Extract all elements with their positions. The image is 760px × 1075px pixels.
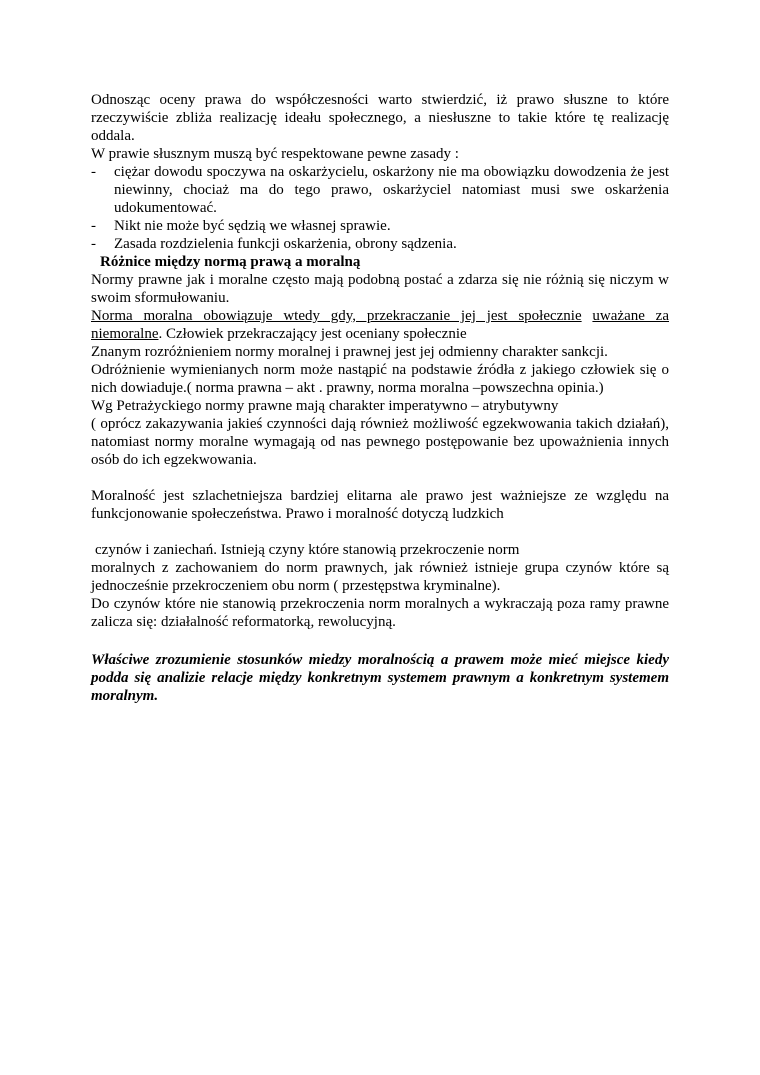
conclusion-paragraph: Właściwe zrozumienie stosunków miedzy moralnością a prawem może mieć miejsce kiedy podda się analizie relacje między konkretnym systemem prawnym a konkretnym systemem moralnym.: [91, 652, 669, 704]
principle-text: ciężar dowodu spoczywa na oskarżycielu, oskarżony nie ma obowiązku dowodzenia że jest niewinny, chociaż ma do tego prawo, oskarżyciel natomiast musi swe oskarżenia udokumentować.: [114, 164, 669, 216]
principle-item: [91, 163, 669, 217]
principle-text: Zasada rozdzielenia funkcji oskarżenia, obrony sądzenia.: [114, 236, 457, 252]
spacer: [91, 631, 669, 651]
bullet-marker: -: [91, 218, 96, 234]
paragraph: ( oprócz zakazywania jakieś czynności dają również możliwość egzekwowania takich działań), natomiast normy moralne wymagają od nas pewnego postępowanie bez upoważnienia innych osób do ich egzekwowania.: [91, 416, 669, 468]
paragraph: Wg Petrażyckiego normy prawne mają charakter imperatywno – atrybutywny: [91, 398, 559, 414]
spacer: [91, 523, 669, 541]
paragraph: czynów i zaniechań. Istnieją czyny które stanowią przekroczenie norm: [95, 542, 520, 558]
paragraph: Moralność jest szlachetniejsza bardziej elitarna ale prawo jest ważniejsze ze względu na funkcjonowanie społeczeństwa. Prawo i moralność dotyczą ludzkich: [91, 488, 669, 522]
principle-item: [91, 217, 669, 235]
principle-text: Nikt nie może być sędzią we własnej sprawie.: [114, 218, 391, 234]
underlined-text: uważane za niemoralne: [91, 308, 669, 342]
document-body: [91, 91, 669, 705]
bullet-marker: -: [91, 164, 96, 180]
paragraph: moralnych z zachowaniem do norm prawnych, jak również istnieje grupa czynów które są jednocześnie przekroczeniem obu norm ( przestępstwa kryminalne).: [91, 560, 669, 594]
paragraph: Znanym rozróżnieniem normy moralnej i prawnej jest jej odmienny charakter sankcji.: [91, 344, 608, 360]
paragraph: Odróżnienie wymienianych norm może nastąpić na podstawie źródła z jakiego człowiek się o nich dowiaduje.( norma prawna – akt . prawny, norma moralna –powszechna opinia.): [91, 362, 669, 396]
principles-lead: W prawie słusznym muszą być respektowane pewne zasady :: [91, 146, 459, 162]
paragraph: Normy prawne jak i moralne często mają podobną postać a zdarza się nie różnią się niczym w swoim sformułowaniu.: [91, 272, 669, 306]
bullet-marker: -: [91, 236, 96, 252]
paragraph-text: . Człowiek przekraczający jest oceniany społecznie: [158, 326, 467, 342]
paragraph-norm-definition: [91, 307, 669, 343]
section-heading: Różnice między normą prawą a moralną: [100, 254, 361, 270]
spacer: [91, 469, 669, 487]
intro-paragraph: Odnosząc oceny prawa do współczesności warto stwierdzić, iż prawo słuszne to które rzeczywiście zbliża realizację ideału społecznego, a niesłuszne to takie które tę realizację oddala.: [91, 92, 669, 144]
paragraph: Do czynów które nie stanowią przekroczenia norm moralnych a wykraczają poza ramy prawne zalicza się: działalność reformatorką, rewolucyjną.: [91, 596, 669, 630]
underlined-text: Norma moralna obowiązuje wtedy gdy, przekraczanie jej jest społecznie: [91, 308, 582, 324]
principle-item: [91, 235, 669, 253]
